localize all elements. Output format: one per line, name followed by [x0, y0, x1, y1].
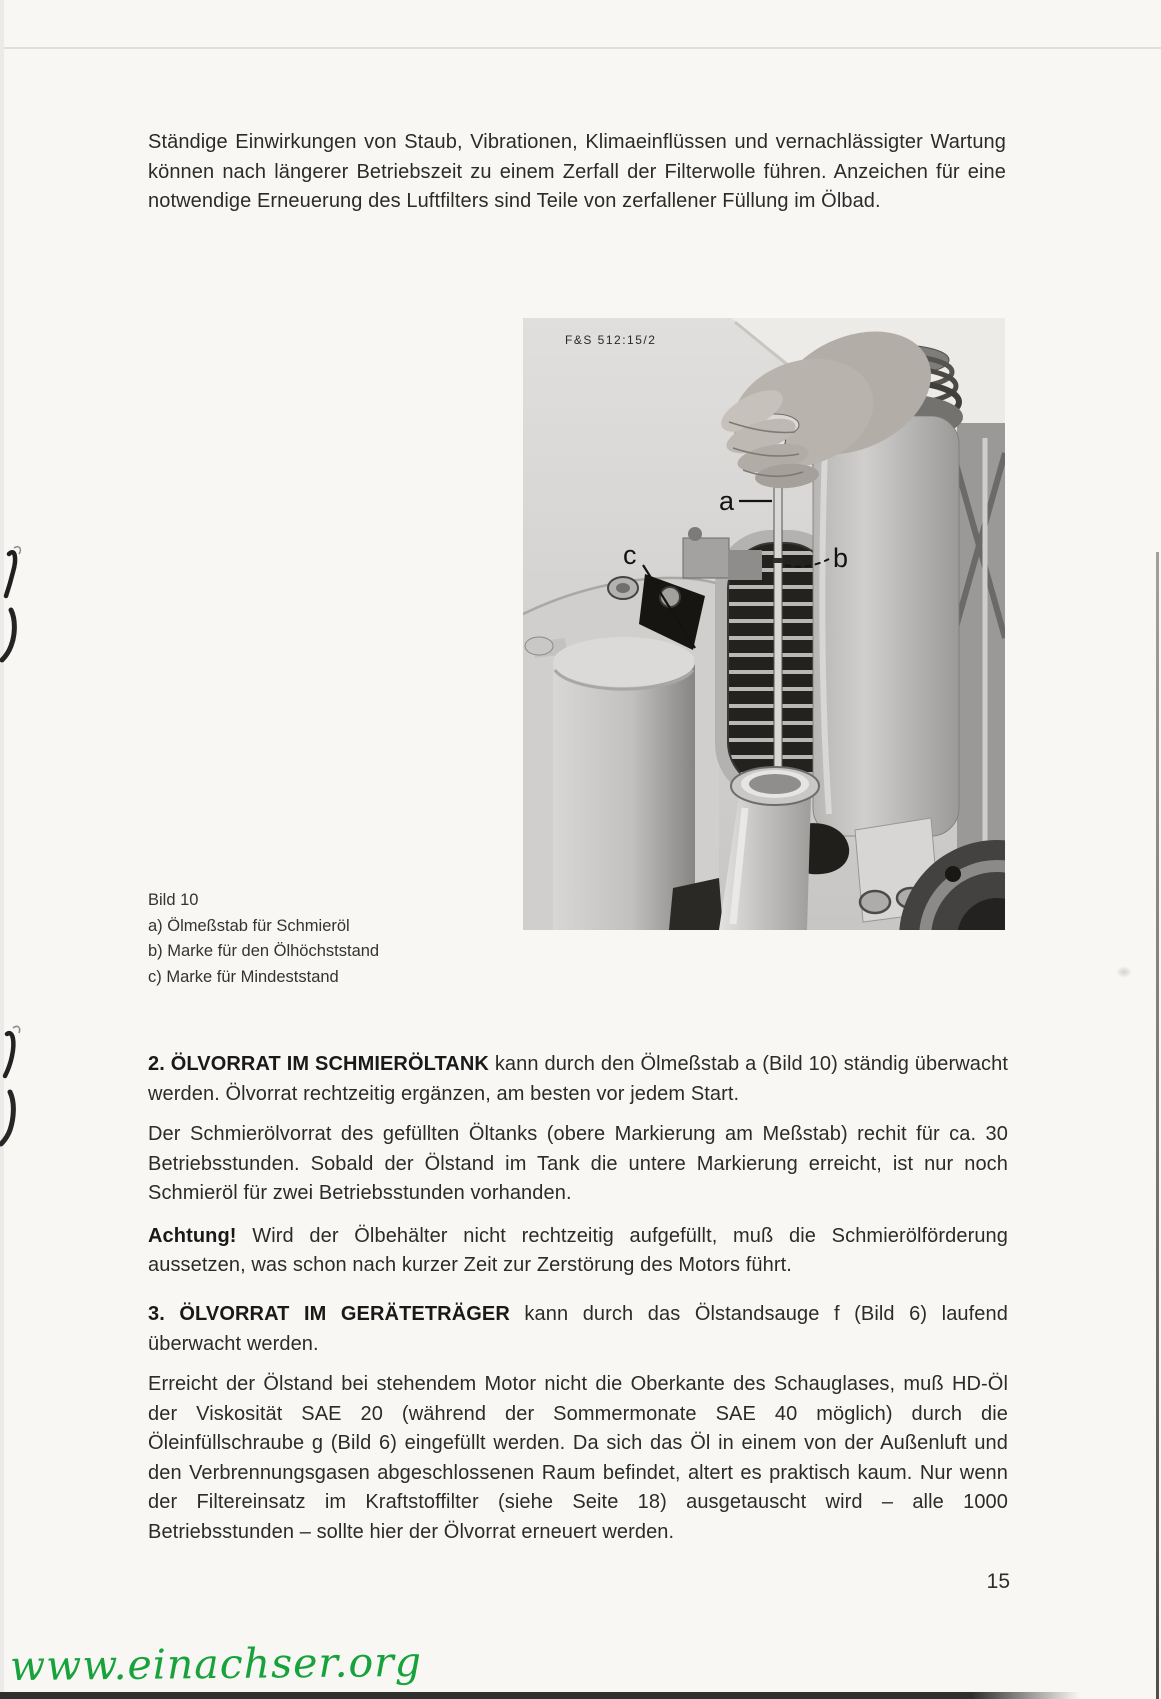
figure-caption-title: Bild 10 [148, 891, 199, 909]
section3-paragraph: Erreicht der Ölstand bei stehendem Motor nicht die Oberkante des Schauglases, muß HD-Öl der Viskosität SAE 20 (während der Sommermonate SAE 40 möglich) durch die Öleinfüllschraube g (Bild 6) eingefüllt werden. Da sich das Öl in einem von der Außenluft und den Verbrennungsgasen abgeschlossenen Raum befindet, altert es praktisch kaum. Nur wenn der Filtereinsatz im Kraftstoffilter (siehe Seite 18) ausgetauscht wird – alle 1000 Betriebsstunden – sollte hier der Ölvorrat erneuert werden. [148, 1373, 1008, 1543]
section2-paragraph: Der Schmierölvorrat des gefüllten Öltanks (obere Markierung am Meßstab) rechit für ca. 30 Betriebsstunden. Sobald der Ölstand im Tank die untere Markierung erreicht, ist nur noch Schmieröl für zwei Betriebsstunden vorhanden. [148, 1123, 1008, 1204]
section-oelvorrat-schmieroeltank [148, 1050, 1008, 1281]
section-oelvorrat-geraetetraeger [148, 1300, 1008, 1547]
figure-caption [148, 888, 518, 990]
scan-artifact-bottom-bar [0, 1692, 1080, 1699]
warning-label: Achtung! [148, 1224, 237, 1247]
figure-caption-item-a: a) Ölmeßstab für Schmieröl [148, 916, 350, 935]
section2-heading: 2. ÖLVORRAT IM SCHMIERÖLTANK [148, 1053, 489, 1075]
oil-filler-tube [719, 767, 819, 930]
section3-heading-rest: kann durch das Ölstandsauge f (Bild 6) laufend überwacht werden. [148, 1303, 1008, 1355]
section2-warning-paragraph [148, 1222, 1008, 1281]
callout-c-label: c [623, 540, 637, 570]
section2-heading-rest: kann durch den Ölmeßstab a (Bild 10) ständig überwacht werden. Ölvorrat rechtzeitig ergänzen, am besten vor jedem Start. [148, 1053, 1008, 1105]
scan-artifact-binding-marks [0, 540, 26, 1160]
callout-b-label: b [833, 543, 849, 573]
section3-heading: 3. ÖLVORRAT IM GERÄTETRÄGER [148, 1303, 510, 1325]
page-number: 15 [986, 1570, 1010, 1593]
oil-drain-knob [608, 577, 638, 599]
intro-paragraph-block [148, 128, 1006, 217]
scan-artifact-right-edge [1156, 552, 1159, 1699]
figure-photo [523, 318, 1005, 930]
figure-caption-item-c: c) Marke für Mindeststand [148, 967, 339, 986]
scan-artifact-smudge [1116, 966, 1132, 978]
warning-text: Wird der Ölbehälter nicht rechtzeitig aufgefüllt, muß die Schmierölförderung aussetzen, was schon nach kurzer Zeit zur Zerstörung des Motors führt. [148, 1224, 1008, 1276]
photo-reference-label: F&S 512:15/2 [565, 333, 657, 347]
section3-lead-paragraph [148, 1300, 1008, 1359]
watermark-url: www.einachser.org [9, 1637, 423, 1691]
callout-a-label: a [719, 486, 735, 516]
intro-paragraph: Ständige Einwirkungen von Staub, Vibrationen, Klimaeinflüssen und vernachlässigter Wartung können nach längerer Betriebszeit zu einem Zerfall der Filterwolle führen. Anzeichen für eine notwendige Erneuerung des Luftfilters sind Teile von zerfallener Füllung im Ölbad. [148, 131, 1006, 212]
dipstick-max-mark [773, 558, 783, 563]
section2-lead-paragraph [148, 1050, 1008, 1109]
scan-artifact-top-line [0, 47, 1161, 49]
figure-caption-item-b: b) Marke für den Ölhöchststand [148, 942, 380, 960]
